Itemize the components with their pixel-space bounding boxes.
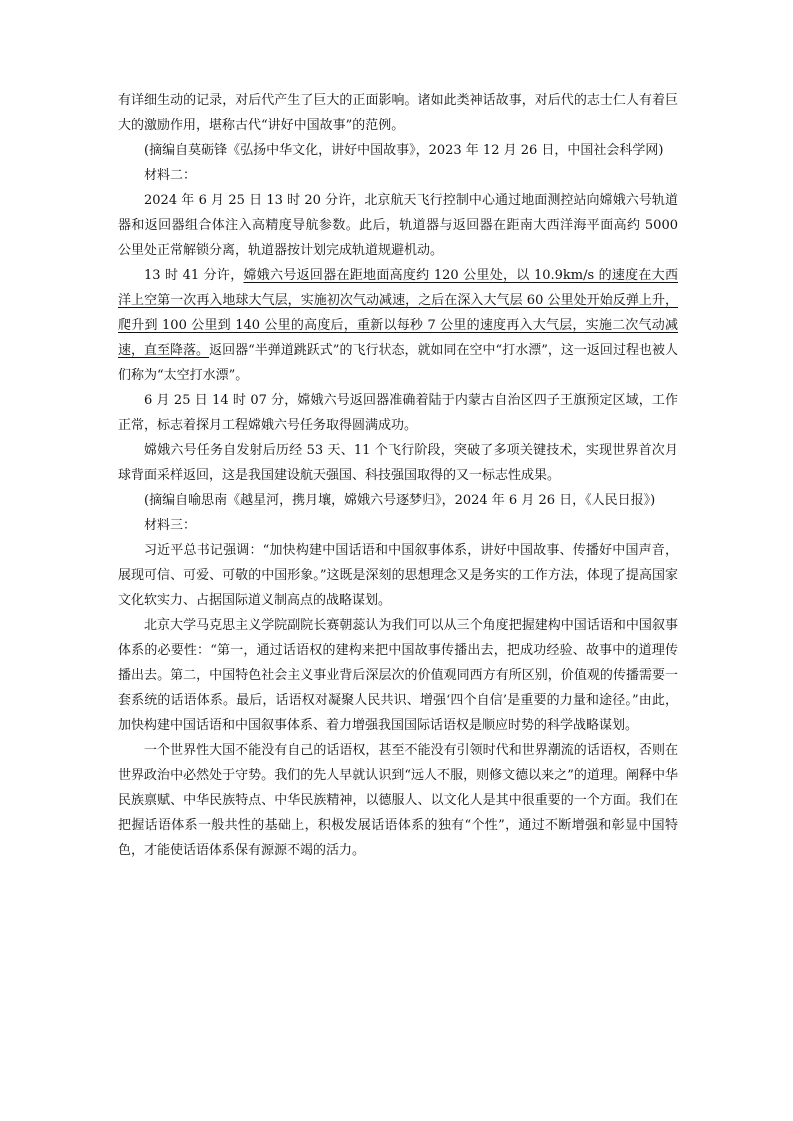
source-citation-2	[118, 488, 678, 513]
paragraph-text: 北京大学马克思主义学院副院长赛朝蕊认为我们可以从三个角度把握建构中国话语和中国叙事体系的必要性：“第一，通过话语权的建构来把中国故事传播出去，把成功经验、故事中的道理传播出去。第二，中国特色社会主义事业背后深层次的价值观同西方有所区别，价值观的传播需要一套系统的话语体系。最后，话语权对凝聚人民共识、增强‘四个自信’是重要的力量和途径。”由此，加快构建中国话语和中国叙事体系、着力增强我国国际话语权是顺应时势的科学战略谋划。	[118, 618, 678, 733]
section-heading-material-2	[118, 163, 678, 188]
paragraph-p10	[118, 538, 678, 613]
citation-text: (摘编自莫砺锋《弘扬中华文化，讲好中国故事》，2023 年 12 月 26 日，中国社会科学网)	[144, 143, 664, 158]
paragraph-p5	[118, 263, 678, 388]
paragraph-p1	[118, 88, 678, 138]
heading-text: 材料三：	[144, 518, 197, 533]
document-page	[118, 88, 678, 863]
citation-text: (摘编自喻思南《越星河，携月壤，嫦娥六号逐梦归》，2024 年 6 月 26 日，《人民日报》)	[144, 493, 656, 508]
underlined-passage: 嫦娥六号返回器在距地面高度约 120 公里处，以 10.9km/s 的速度在大西洋上空第一次再入地球大气层，实施初次气动减速，之后在深入大气层 60 公里处开始反弹上升，爬升到 100 公里到 140 公里的高度后，重新以每秒 7 公里的速度再入大气层，实施二次气动减速，直至降落。	[118, 268, 679, 358]
paragraph-text: 13 时 41 分许，	[144, 268, 244, 283]
paragraph-text: 返回器“半弹道跳跃式”的飞行状态，就如同在空中“打水漂”，这一返回过程也被人们称为“太空打水漂”。	[118, 343, 678, 383]
paragraph-text: 习近平总书记强调：“加快构建中国话语和中国叙事体系，讲好中国故事、传播好中国声音，展现可信、可爱、可敬的中国形象。”这既是深刻的思想理念又是务实的工作方法，体现了提高国家文化软实力、占据国际道义制高点的战略谋划。	[118, 543, 678, 608]
paragraph-p6	[118, 388, 678, 438]
heading-text: 材料二：	[144, 168, 197, 183]
paragraph-text: 嫦娥六号任务自发射后历经 53 天、11 个飞行阶段，突破了多项关键技术，实现世界首次月球背面采样返回，这是我国建设航天强国、科技强国取得的又一标志性成果。	[118, 443, 678, 483]
paragraph-text: 6 月 25 日 14 时 07 分，嫦娥六号返回器准确着陆于内蒙古自治区四子王旗预定区域，工作正常，标志着探月工程嫦娥六号任务取得圆满成功。	[118, 393, 678, 433]
paragraph-p12	[118, 738, 678, 863]
source-citation-1	[118, 138, 678, 163]
section-heading-material-3	[118, 513, 678, 538]
paragraph-text: 2024 年 6 月 25 日 13 时 20 分许，北京航天飞行控制中心通过地面测控站向嫦娥六号轨道器和返回器组合体注入高精度导航参数。此后，轨道器与返回器在距南大西洋海平面高约 5000 公里处正常解锁分离，轨道器按计划完成轨道规避机动。	[118, 193, 678, 258]
paragraph-p11	[118, 613, 678, 738]
paragraph-p4	[118, 188, 678, 263]
paragraph-text: 有详细生动的记录，对后代产生了巨大的正面影响。诸如此类神话故事，对后代的志士仁人有着巨大的激励作用，堪称古代“讲好中国故事”的范例。	[118, 93, 678, 133]
paragraph-p7	[118, 438, 678, 488]
paragraph-text: 一个世界性大国不能没有自己的话语权，甚至不能没有引领时代和世界潮流的话语权，否则在世界政治中必然处于守势。我们的先人早就认识到“远人不服，则修文德以来之”的道理。阐释中华民族禀赋、中华民族特点、中华民族精神，以德服人、以文化人是其中很重要的一个方面。我们在把握话语体系一般共性的基础上，积极发展话语体系的独有“个性”，通过不断增强和彰显中国特色，才能使话语体系保有源源不竭的活力。	[118, 743, 678, 858]
